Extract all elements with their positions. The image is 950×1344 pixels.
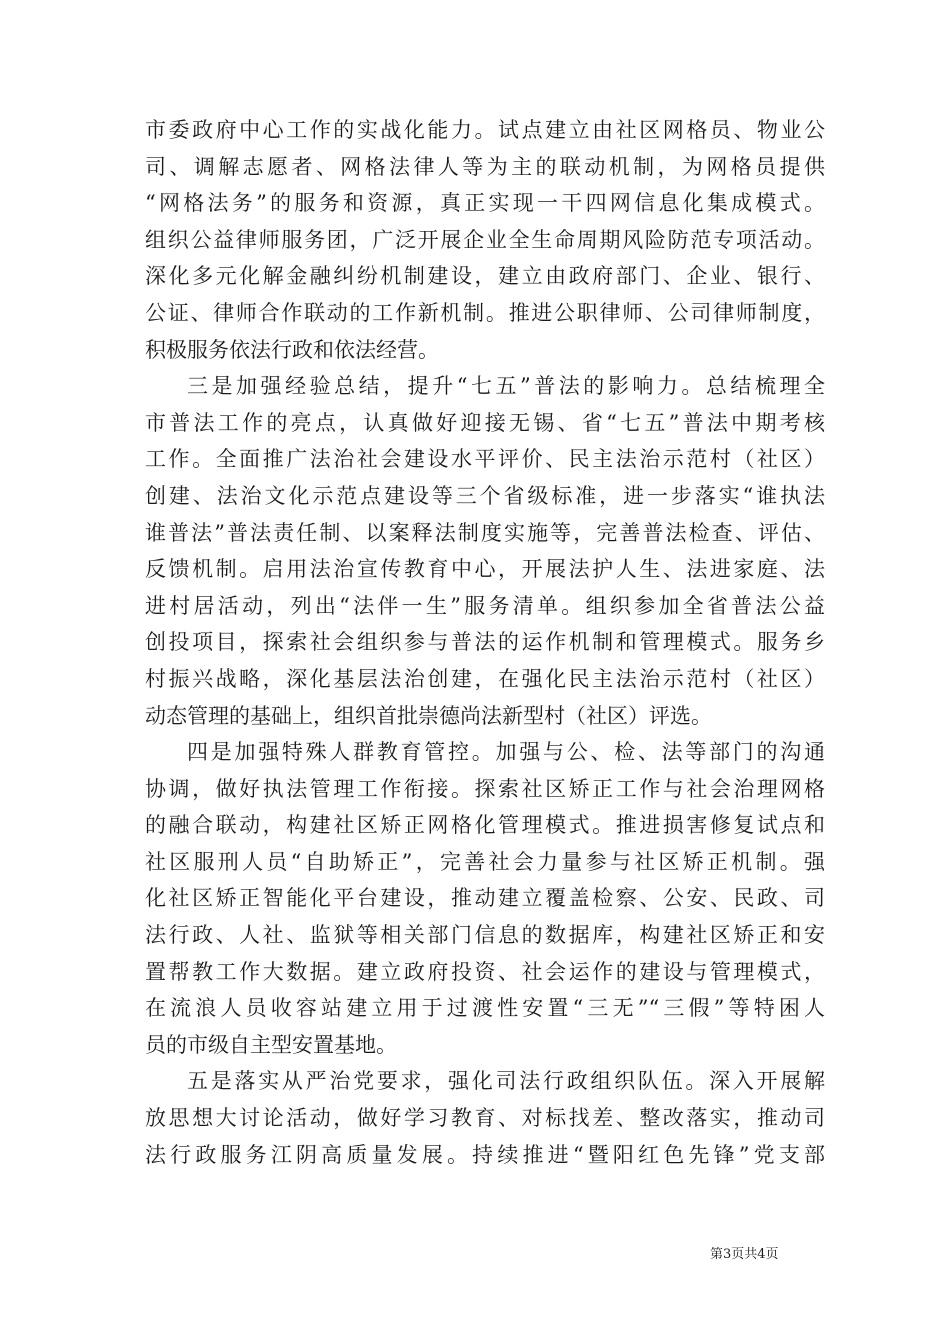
text-line: 放思想大讨论活动，做好学习教育、对标找差、整改落实，推动司 bbox=[145, 1106, 825, 1131]
page-number: 第3页共4页 bbox=[710, 1247, 779, 1262]
text-line: 协调，做好执法管理工作衔接。探索社区矫正工作与社会治理网格 bbox=[145, 776, 825, 801]
text-line: 司、调解志愿者、网格法律人等为主的联动机制，为网格员提供 bbox=[145, 154, 825, 179]
paragraph bbox=[145, 112, 825, 368]
text-line: 创投项目，探索社会组织参与普法的运作机制和管理模式。服务乡 bbox=[145, 630, 825, 655]
text-line: 置帮教工作大数据。建立政府投资、社会运作的建设与管理模式， bbox=[145, 959, 825, 984]
text-line: 动态管理的基础上，组织首批崇德尚法新型村（社区）评选。 bbox=[145, 703, 712, 728]
paragraph bbox=[145, 1063, 825, 1173]
text-line: 创建、法治文化示范点建设等三个省级标准，进一步落实“谁执法 bbox=[145, 483, 825, 508]
text-line: 员的市级自主型安置基地。 bbox=[145, 1032, 397, 1057]
text-line: 市委政府中心工作的实战化能力。试点建立由社区网格员、物业公 bbox=[145, 118, 825, 142]
text-line: 公证、律师合作联动的工作新机制。推进公职律师、公司律师制度， bbox=[145, 300, 825, 325]
document-body bbox=[145, 112, 825, 1173]
text-line: 四是加强特殊人群教育管控。加强与公、检、法等部门的沟通 bbox=[187, 740, 825, 765]
text-line: 法行政、人社、监狱等相关部门信息的数据库，构建社区矫正和安 bbox=[145, 923, 825, 948]
text-line: 工作。全面推广法治社会建设水平评价、民主法治示范村（社区） bbox=[145, 447, 825, 472]
text-line: 谁普法”普法责任制、以案释法制度实施等，完善普法检查、评估、 bbox=[145, 520, 825, 545]
text-line: 在流浪人员收容站建立用于过渡性安置“三无”“三假”等特困人 bbox=[145, 996, 825, 1021]
text-line: 化社区矫正智能化平台建设，推动建立覆盖检察、公安、民政、司 bbox=[145, 886, 825, 911]
text-line: “网格法务”的服务和资源，真正实现一干四网信息化集成模式。 bbox=[145, 191, 825, 216]
text-line: 深化多元化解金融纠纷机制建设，建立由政府部门、企业、银行、 bbox=[145, 264, 825, 289]
text-line: 社区服刑人员“自助矫正”，完善社会力量参与社区矫正机制。强 bbox=[145, 849, 825, 874]
text-line: 的融合联动，构建社区矫正网格化管理模式。推进损害修复试点和 bbox=[145, 813, 825, 838]
paragraph bbox=[145, 734, 825, 1063]
text-line: 进村居活动，列出“法伴一生”服务清单。组织参加全省普法公益 bbox=[145, 593, 825, 618]
text-line: 市普法工作的亮点，认真做好迎接无锡、省“七五”普法中期考核 bbox=[145, 410, 825, 435]
text-line: 法行政服务江阴高质量发展。持续推进“暨阳红色先锋”党支部 bbox=[145, 1142, 825, 1167]
text-line: 反馈机制。启用法治宣传教育中心，开展法护人生、法进家庭、法 bbox=[145, 557, 825, 582]
text-line: 组织公益律师服务团，广泛开展企业全生命周期风险防范专项活动。 bbox=[145, 227, 825, 252]
paragraph bbox=[145, 368, 825, 734]
text-line: 积极服务依法行政和依法经营。 bbox=[145, 337, 439, 362]
text-line: 村振兴战略，深化基层法治创建，在强化民主法治示范村（社区） bbox=[145, 666, 825, 691]
text-line: 三是加强经验总结，提升“七五”普法的影响力。总结梳理全 bbox=[187, 374, 825, 399]
text-line: 五是落实从严治党要求，强化司法行政组织队伍。深入开展解 bbox=[187, 1069, 825, 1094]
